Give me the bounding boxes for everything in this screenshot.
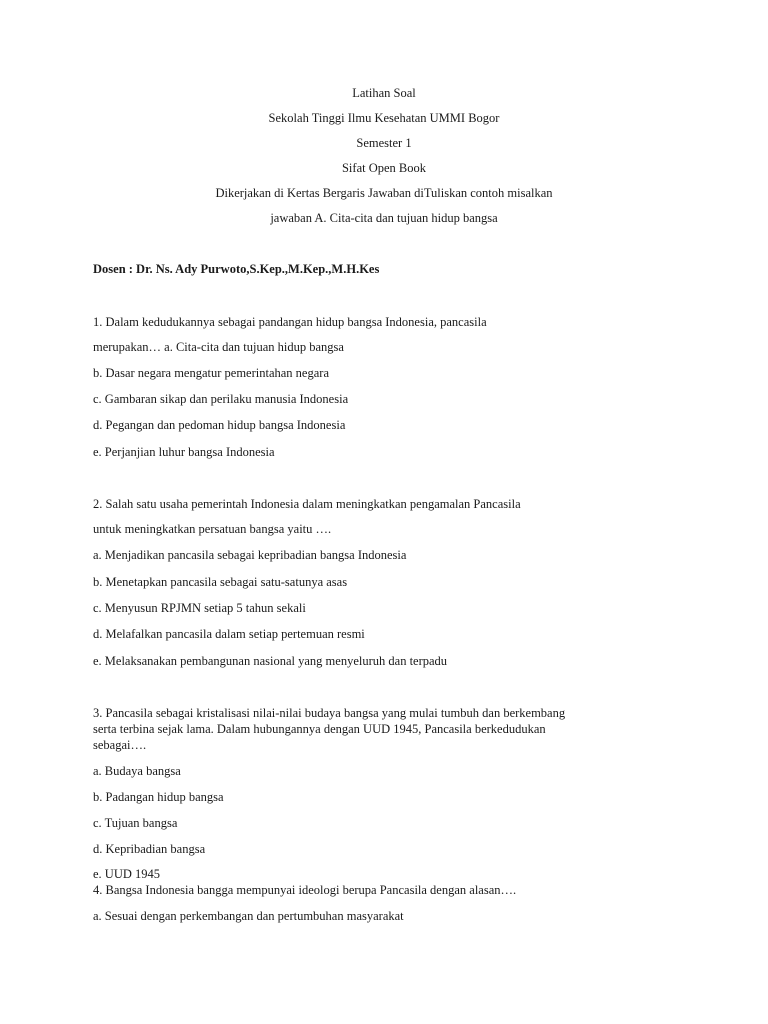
question-4-option-a: a. Sesuai dengan perkembangan dan pertumbuhan masyarakat	[93, 909, 404, 923]
question-2-option-a: a. Menjadikan pancasila sebagai kepribadian bangsa Indonesia	[93, 548, 407, 562]
institution-name: Sekolah Tinggi Ilmu Kesehatan UMMI Bogor	[268, 111, 500, 125]
question-1-option-d: d. Pegangan dan pedoman hidup bangsa Indonesia	[93, 418, 346, 432]
question-3-option-d: d. Kepribadian bangsa	[93, 842, 206, 856]
question-3-option-c: c. Tujuan bangsa	[93, 816, 178, 830]
question-1-option-e: e. Perjanjian luhur bangsa Indonesia	[93, 445, 275, 459]
question-3-text: serta terbina sejak lama. Dalam hubungannya dengan UUD 1945, Pancasila berkedudukan	[93, 722, 546, 736]
instructions-line-2: jawaban A. Cita-cita dan tujuan hidup bangsa	[270, 211, 498, 225]
question-2-text: 2. Salah satu usaha pemerintah Indonesia dalam meningkatkan pengamalan Pancasila	[93, 497, 521, 511]
doc-title: Latihan Soal	[352, 86, 416, 100]
question-3-text: sebagai….	[93, 738, 147, 752]
question-4-text: 4. Bangsa Indonesia bangga mempunyai ideologi berupa Pancasila dengan alasan….	[93, 883, 517, 897]
question-2-option-c: c. Menyusun RPJMN setiap 5 tahun sekali	[93, 601, 306, 615]
instructions-line-1: Dikerjakan di Kertas Bergaris Jawaban diTuliskan contoh misalkan	[215, 186, 553, 200]
question-1-option-c: c. Gambaran sikap dan perilaku manusia Indonesia	[93, 392, 349, 406]
question-2-option-b: b. Menetapkan pancasila sebagai satu-satunya asas	[93, 575, 348, 589]
semester-label: Semester 1	[356, 136, 412, 150]
question-1-text: merupakan… a. Cita-cita dan tujuan hidup bangsa	[93, 340, 344, 354]
question-2-text: untuk meningkatkan persatuan bangsa yaitu ….	[93, 522, 332, 536]
exam-type: Sifat Open Book	[341, 161, 427, 175]
question-3-option-a: a. Budaya bangsa	[93, 764, 181, 778]
question-2-option-e: e. Melaksanakan pembangunan nasional yang menyeluruh dan terpadu	[93, 654, 448, 668]
question-3-text: 3. Pancasila sebagai kristalisasi nilai-nilai budaya bangsa yang mulai tumbuh dan berkembang	[93, 706, 566, 720]
question-1-text: 1. Dalam kedudukannya sebagai pandangan hidup bangsa Indonesia, pancasila	[93, 315, 487, 329]
question-2-option-d: d. Melafalkan pancasila dalam setiap pertemuan resmi	[93, 627, 365, 641]
lecturer-name: Dosen : Dr. Ns. Ady Purwoto,S.Kep.,M.Kep.,M.H.Kes	[93, 262, 380, 276]
question-3-option-e: e. UUD 1945	[93, 867, 161, 881]
question-3-option-b: b. Padangan hidup bangsa	[93, 790, 224, 804]
question-1-option-b: b. Dasar negara mengatur pemerintahan negara	[93, 366, 329, 380]
